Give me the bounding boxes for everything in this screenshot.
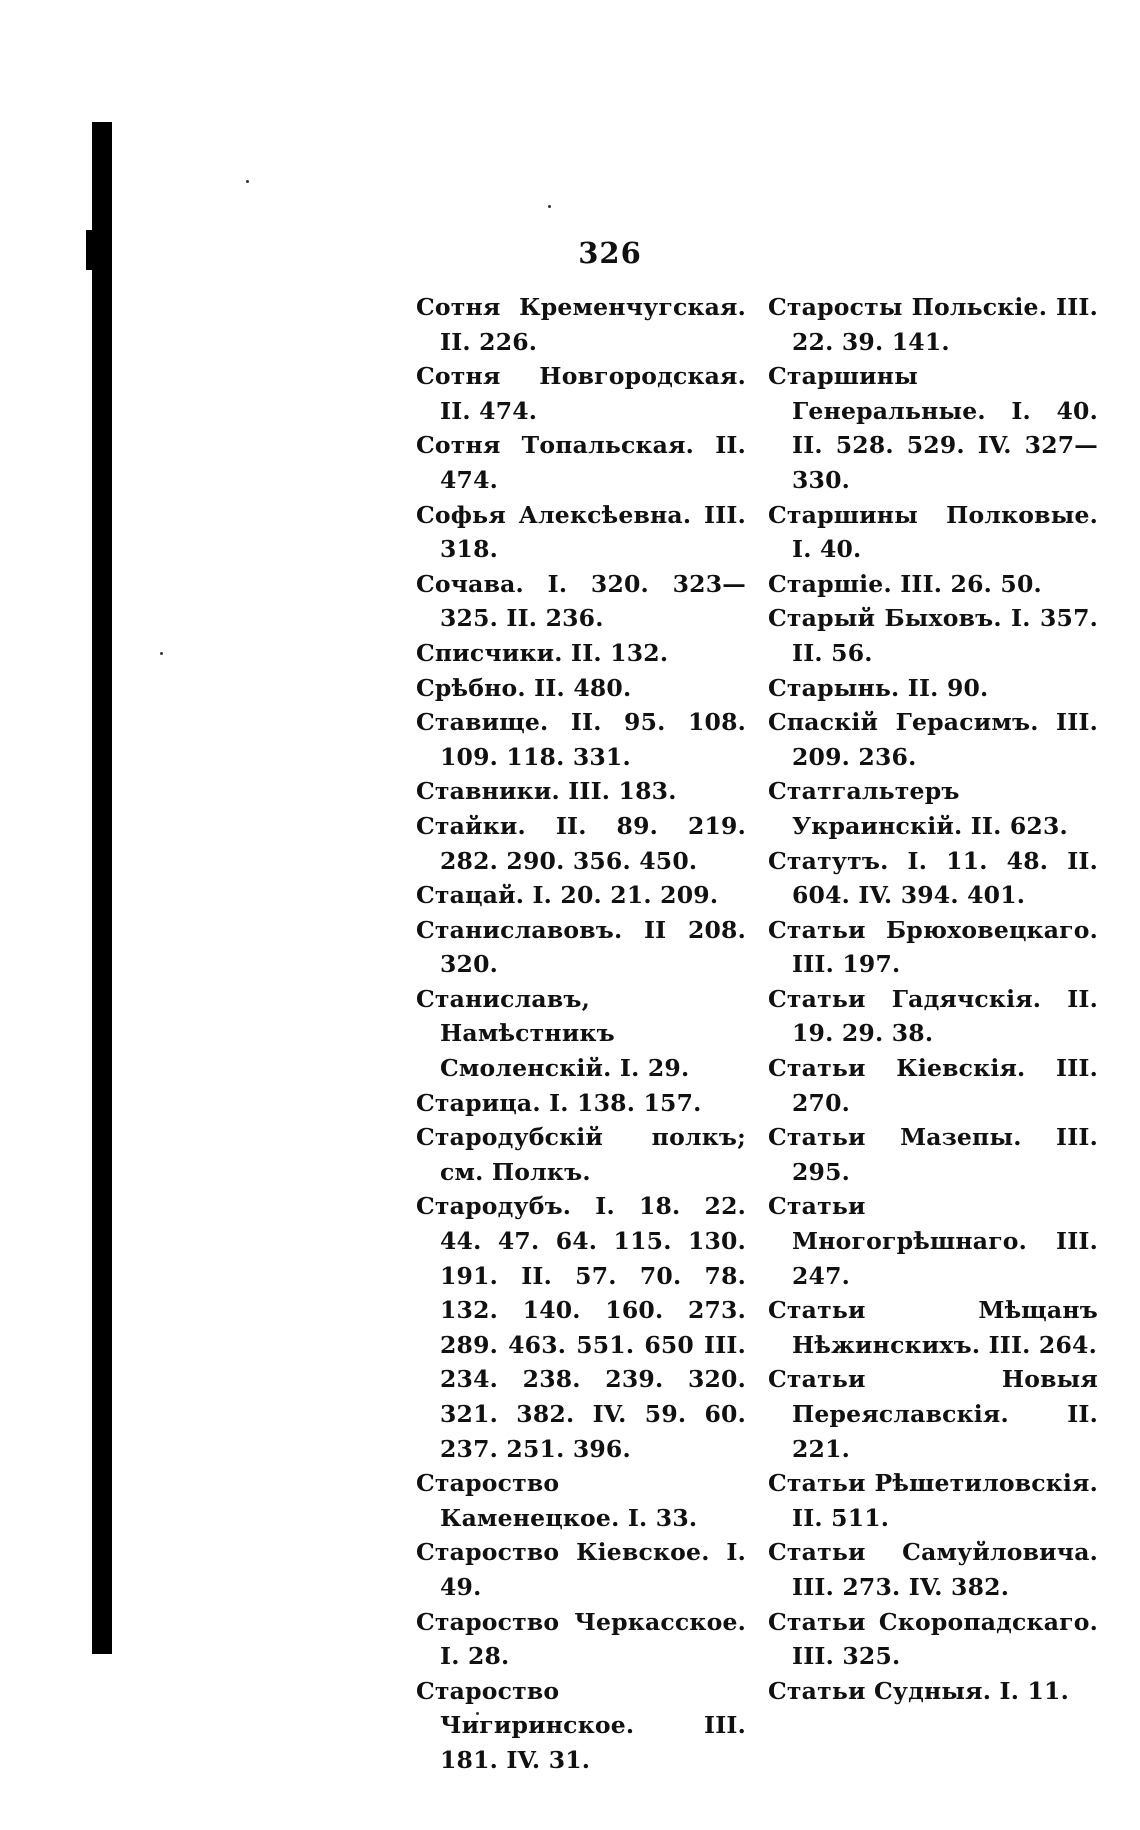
index-entry: Спаскій Герасимъ. III. 209. 236. [768,708,1098,771]
index-entry: Староство Чигиринское. III. 181. IV. 31. [416,1676,746,1774]
index-entry: Старшіе. III. 26. 50. [768,569,1042,598]
index-entry: Старшины Полковые. I. 40. [768,500,1098,564]
index-column-right [768,290,1098,1708]
index-entry: Сотня Топальская. II. 474. [416,431,746,494]
index-entry: Староство Каменецкое. I. 33. [416,1469,698,1532]
index-entry: Ставники. III. 183. [416,777,677,806]
index-entry: Списчики. II. 132. [416,638,669,667]
index-column-left [416,290,746,1778]
index-entry: Стародубскій полкъ; см. Полкъ. [416,1123,746,1186]
index-entry: Статьи Судныя. I. 11. [768,1676,1069,1705]
index-entry: Старынь. II. 90. [768,673,989,702]
index-entry: Статьи Скоропадскаго. III. 325. [768,1607,1098,1671]
index-entry: Стайки. II. 89. 219. 282. 290. 356. 450. [416,811,746,875]
index-entry: Ставище. II. 95. 108. 109. 118. 331. [416,708,746,771]
index-entry: Староство Кіевское. I. 49. [416,1538,746,1601]
index-entry: Статьи Рѣшетиловскія. II. 511. [768,1469,1098,1532]
index-entry: Статутъ. I. 11. 48. II. 604. IV. 394. 401. [768,846,1098,910]
index-entry: Староство Черкасское. I. 28. [416,1607,746,1671]
binding-edge [92,122,112,1654]
index-entry: Статьи Гадячскія. II. 19. 29. 38. [768,984,1098,1048]
index-entry: Сочава. I. 320. 323—325. II. 236. [416,569,746,633]
index-entry: Статьи Новыя Переяславскія. II. 221. [768,1365,1098,1463]
index-entry: Старица. I. 138. 157. [416,1088,702,1117]
page-number: 326 [578,236,642,270]
index-entry: Старосты Польскіе. III. 22. 39. 141. [768,293,1098,356]
index-entry: Статьи Кіевскія. III. 270. [768,1054,1098,1117]
index-entry: Старый Быховъ. I. 357. II. 56. [768,604,1098,667]
index-entry: Стародубъ. I. 18. 22. 44. 47. 64. 115. 130. 191. II. 57. 70. 78. 132. 140. 160. 273. 289. 463. 551. 650 III. 234. 238. 239. 320. 321. 382. IV. 59. 60. 237. 251. 396. [416,1192,746,1463]
index-entry: Статгальтеръ Украинскій. II. 623. [768,777,1068,840]
index-entry: Стацай. I. 20. 21. 209. [416,881,719,910]
index-entry: Старшины Генеральные. I. 40. II. 528. 529. IV. 327—330. [768,362,1098,494]
index-entry: Станиславъ, Намѣстникъ Смоленскій. I. 29. [416,984,690,1083]
index-entry: Статьи Мазепы. III. 295. [768,1123,1098,1186]
paper-speck [246,180,249,183]
index-entry: Статьи Брюховецкаго. III. 197. [768,915,1098,979]
index-entry: Сотня Новгородская. II. 474. [416,362,746,425]
index-entry: Станиславовъ. II 208. 320. [416,915,746,979]
index-entry: Софья Алексѣевна. III. 318. [416,500,746,564]
index-entry: Статьи Самуйловича. III. 273. IV. 382. [768,1538,1098,1601]
index-entry: Срѣбно. II. 480. [416,673,632,702]
index-entry: Статьи Многогрѣшнаго. III. 247. [768,1192,1098,1290]
paper-speck [548,205,551,208]
paper-speck [160,652,163,655]
index-entry: Статьи Мѣщанъ Нѣжинскихъ. III. 264. [768,1296,1098,1359]
index-entry: Сотня Кременчугская. II. 226. [416,293,746,356]
